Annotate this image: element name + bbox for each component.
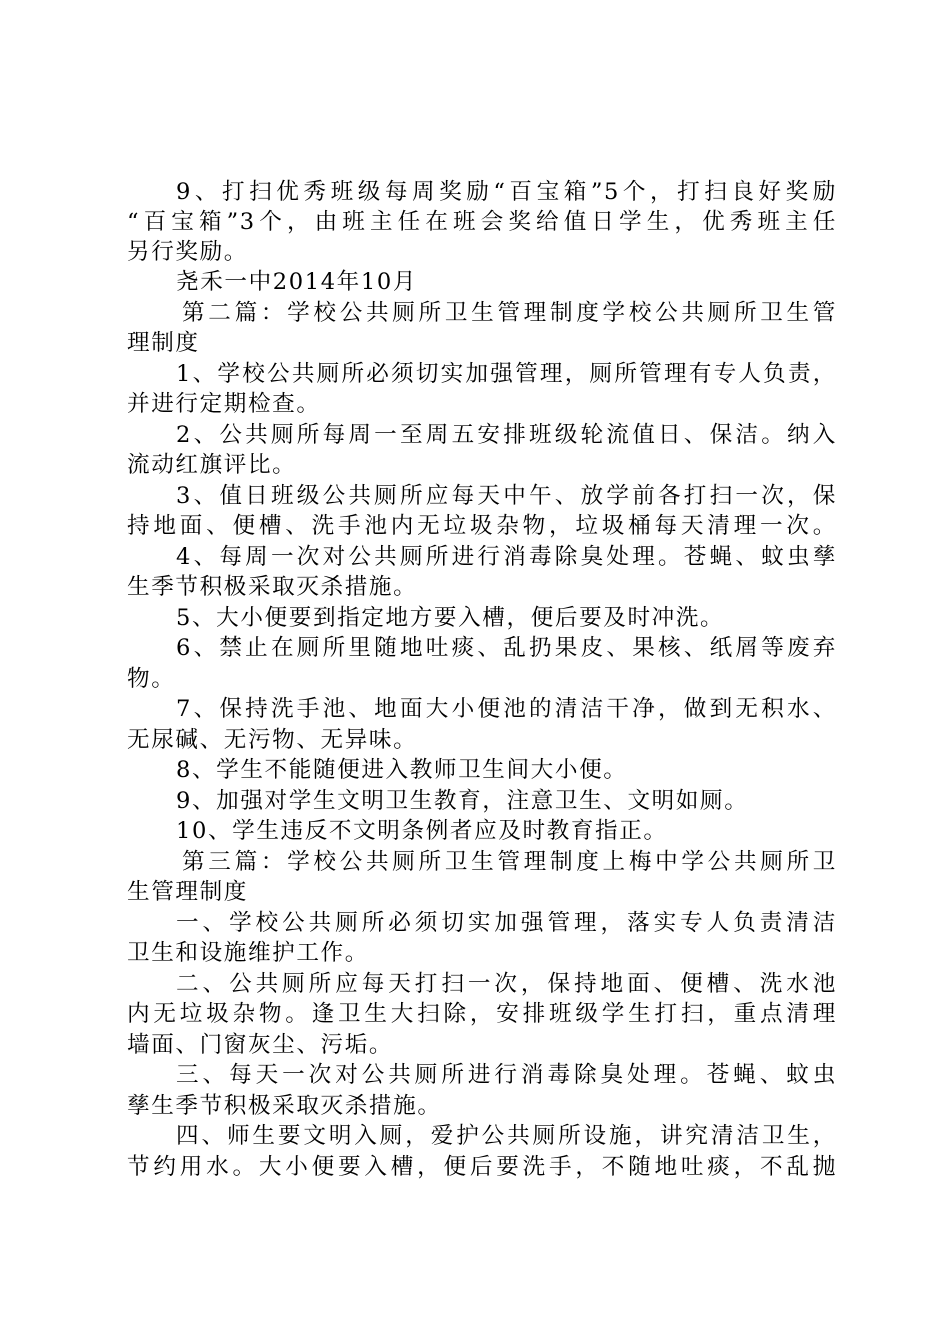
paragraph-line: 另行奖励。 — [127, 239, 248, 265]
paragraph-line: 卫生和设施维护工作。 — [127, 940, 369, 966]
paragraph-line: “百宝箱”3个，由班主任在班会奖给值日学生，优秀班主任 — [127, 209, 837, 235]
signature-line: 尧禾一中2014年10月 — [176, 269, 418, 295]
paragraph-line: 墙面、门窗灰尘、污垢。 — [127, 1032, 394, 1058]
paragraph-line: 三、每天一次对公共厕所进行消毒除臭处理。苍蝇、蚊虫 — [176, 1062, 837, 1088]
paragraph-line: 2、公共厕所每周一至周五安排班级轮流值日、保洁。纳入 — [176, 422, 837, 448]
paragraph-line: 9、打扫优秀班级每周奖励“百宝箱”5个，打扫良好奖励 — [176, 179, 837, 205]
paragraph-line: 6、禁止在厕所里随地吐痰、乱扔果皮、果核、纸屑等废弃 — [176, 635, 837, 661]
paragraph-line: 3、值日班级公共厕所应每天中午、放学前各打扫一次，保 — [176, 483, 837, 509]
paragraph-line: 孳生季节积极采取灭杀措施。 — [127, 1093, 442, 1119]
paragraph-line: 9、加强对学生文明卫生教育，注意卫生、文明如厕。 — [176, 788, 749, 814]
paragraph-line: 流动红旗评比。 — [127, 452, 297, 478]
paragraph-line: 内无垃圾杂物。逢卫生大扫除，安排班级学生打扫，重点清理 — [127, 1001, 837, 1027]
paragraph-line: 持地面、便槽、洗手池内无垃圾杂物，垃圾桶每天清理一次。 — [127, 513, 837, 539]
paragraph-line: 二、公共厕所应每天打扫一次，保持地面、便槽、洗水池 — [176, 971, 837, 997]
paragraph-line: 4、每周一次对公共厕所进行消毒除臭处理。苍蝇、蚊虫孳 — [176, 544, 837, 570]
paragraph-line: 生季节积极采取灭杀措施。 — [127, 574, 418, 600]
section-heading: 理制度 — [127, 330, 200, 356]
paragraph-line: 8、学生不能随便进入教师卫生间大小便。 — [176, 757, 628, 783]
paragraph-line: 无尿碱、无污物、无异味。 — [127, 727, 418, 753]
paragraph-line: 四、师生要文明入厕，爱护公共厕所设施，讲究清洁卫生， — [176, 1123, 837, 1149]
paragraph-line: 节约用水。大小便要入槽，便后要洗手，不随地吐痰，不乱抛 — [127, 1154, 837, 1180]
paragraph-line: 1、学校公共厕所必须切实加强管理，厕所管理有专人负责， — [176, 361, 837, 387]
section-heading: 第二篇：学校公共厕所卫生管理制度学校公共厕所卫生管 — [182, 300, 837, 326]
paragraph-line: 5、大小便要到指定地方要入槽，便后要及时冲洗。 — [176, 605, 725, 631]
paragraph-line: 并进行定期检查。 — [127, 391, 321, 417]
paragraph-line: 一、学校公共厕所必须切实加强管理，落实专人负责清洁 — [176, 910, 837, 936]
paragraph-line: 物。 — [127, 666, 176, 692]
section-heading: 第三篇：学校公共厕所卫生管理制度上梅中学公共厕所卫 — [182, 849, 837, 875]
paragraph-line: 7、保持洗手池、地面大小便池的清洁干净，做到无积水、 — [176, 696, 837, 722]
paragraph-line: 10、学生违反不文明条例者应及时教育指正。 — [176, 818, 668, 844]
section-heading: 生管理制度 — [127, 879, 248, 905]
